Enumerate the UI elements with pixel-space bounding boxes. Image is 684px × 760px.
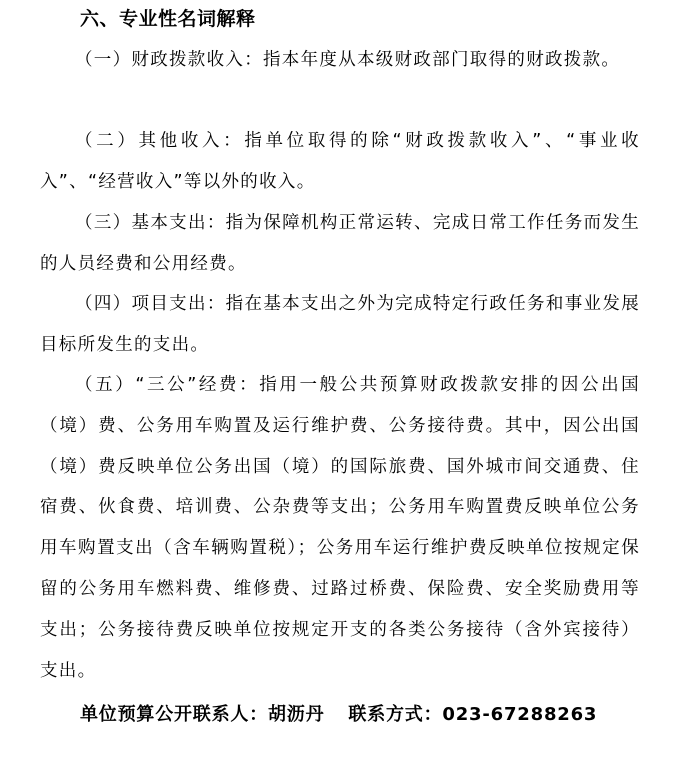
definition-other-income: （二）其他收入：指单位取得的除“财政拨款收入”、“事业收入”、“经营收入”等以外的收入。 [40, 131, 640, 192]
contact-person: 单位预算公开联系人：胡沥丹 [80, 704, 325, 725]
definition-project-expenditure: （四）项目支出：指在基本支出之外为完成特定行政任务和事业发展目标所发生的支出。 [40, 294, 640, 355]
definition-basic-expenditure: （三）基本支出：指为保障机构正常运转、完成日常工作任务而发生的人员经费和公用经费。 [40, 213, 640, 274]
definition-fiscal-appropriation-income: （一）财政拨款收入：指本年度从本级财政部门取得的财政拨款。 [75, 50, 621, 70]
definition-three-public-expenses: （五）“三公”经费：指用一般公共预算财政拨款安排的因公出国（境）费、公务用车购置及运行维护费、公务接待费。其中，因公出国（境）费反映单位公务出国（境）的国际旅费、国外城市间交通费、住宿费、伙食费、培训费、公杂费等支出；公务用车购置费反映单位公务用车购置支出（含车辆购置税）；公务用车运行维护费反映单位按规定保留的公务用车燃料费、维修费、过路过桥费、保险费、安全奖励费用等支出；公务接待费反映单位按规定开支的各类公务接待（含外宾接待）支出。 [40, 375, 640, 681]
contact-line [80, 700, 597, 730]
section-heading: 六、专业性名词解释 [80, 8, 256, 30]
contact-phone: 联系方式：023-67288263 [348, 704, 598, 725]
